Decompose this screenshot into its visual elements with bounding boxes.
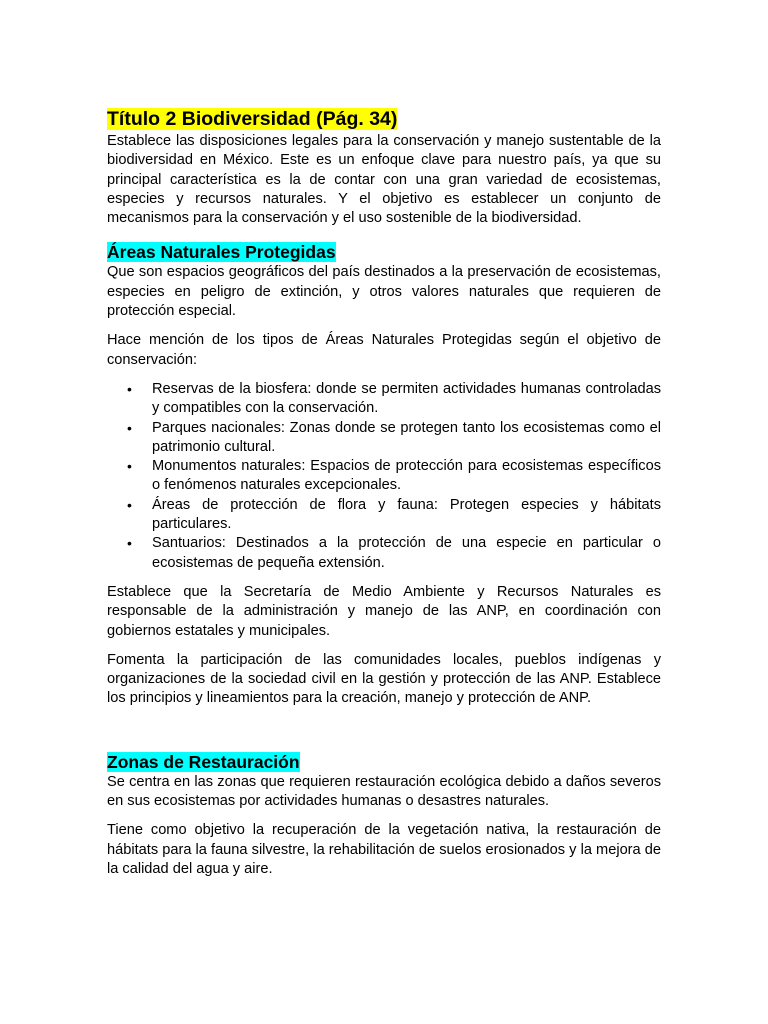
anp-paragraph-2: Hace mención de los tipos de Áreas Naturales Protegidas según el objetivo de conservación:: [107, 332, 661, 368]
list-item: [107, 419, 661, 458]
restauracion-paragraph-1: Se centra en las zonas que requieren restauración ecológica debido a daños severos en sus ecosistemas por actividades humanas o desastres naturales.: [107, 773, 661, 810]
document-page: [107, 106, 661, 879]
list-item-text: Monumentos naturales: Espacios de protección para ecosistemas específicos o fenómenos naturales excepcionales.: [152, 458, 661, 494]
list-item-text: Áreas de protección de flora y fauna: Protegen especies y hábitats particulares.: [152, 496, 661, 533]
bullet-icon: •: [127, 496, 132, 513]
list-item-text: Reservas de la biosfera: donde se permiten actividades humanas controladas y compatibles con la conservación.: [152, 380, 661, 417]
title-highlight: Título 2 Biodiversidad (Pág. 34): [107, 108, 398, 130]
document-title: [107, 106, 661, 132]
anp-paragraph-1: Que son espacios geográficos del país destinados a la preservación de ecosistemas, especies en peligro de extinción, y otros valores naturales que requieren de protección especial.: [107, 264, 661, 320]
anp-heading-highlight: Áreas Naturales Protegidas: [107, 242, 336, 263]
list-item-text: Santuarios: Destinados a la protección de una especie en particular o ecosistemas de pequeña extensión.: [152, 535, 661, 571]
restauracion-heading: [107, 751, 661, 773]
bullet-icon: •: [127, 458, 132, 475]
bullet-icon: •: [127, 380, 132, 397]
restauracion-heading-highlight: Zonas de Restauración: [107, 751, 300, 772]
bullet-icon: •: [127, 419, 132, 436]
anp-heading: [107, 241, 661, 263]
restauracion-paragraph-2: Tiene como objetivo la recuperación de la vegetación nativa, la restauración de hábitats para la fauna silvestre, la rehabilitación de suelos erosionados y la mejora de la calidad del agua y aire.: [107, 822, 661, 877]
list-item: [107, 496, 661, 535]
list-item: [107, 380, 661, 419]
intro-paragraph: Establece las disposiciones legales para la conservación y manejo sustentable de la biodiversidad en México. Este es un enfoque clave para nuestro país, ya que su principal característica es la de contar con una gran variedad de ecosistemas, especies y recursos naturales. Y el objetivo es establecer un conjunto de mecanismos para la conservación y el uso sostenible de la biodiversidad.: [107, 133, 661, 227]
anp-paragraph-3: Establece que la Secretaría de Medio Ambiente y Recursos Naturales es responsable de la administración y manejo de las ANP, en coordinación con gobiernos estatales y municipales.: [107, 583, 661, 639]
list-item: [107, 534, 661, 573]
anp-paragraph-4: Fomenta la participación de las comunidades locales, pueblos indígenas y organizaciones de la sociedad civil en la gestión y protección de las ANP. Establece los principios y lineamientos para la creación, manejo y protección de ANP.: [107, 651, 661, 707]
bullet-icon: •: [127, 535, 132, 552]
list-item: [107, 457, 661, 496]
list-item-text: Parques nacionales: Zonas donde se protegen tanto los ecosistemas como el patrimonio cultural.: [152, 419, 661, 455]
anp-types-list: [107, 380, 661, 573]
